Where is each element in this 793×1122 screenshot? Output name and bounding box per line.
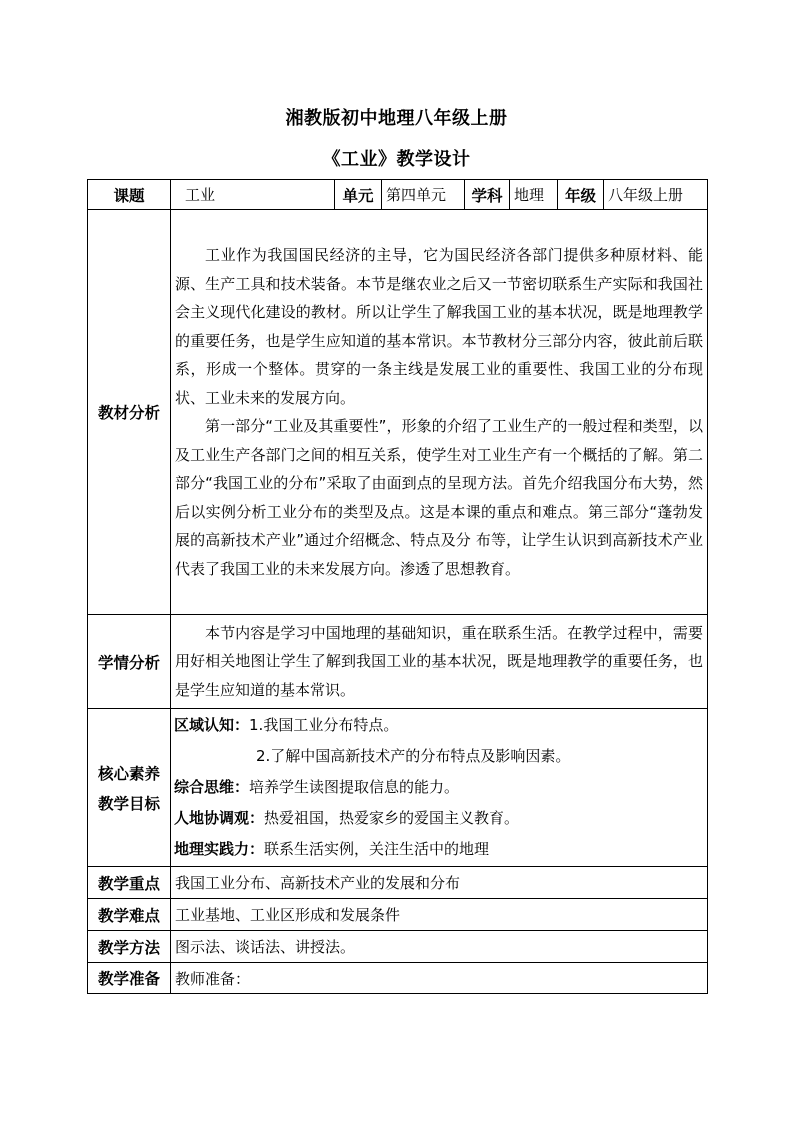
student-analysis-content [171,615,708,709]
grade-value: 八年级上册 [604,180,708,210]
textbook-analysis-row [88,210,708,615]
core-goals-label-line1: 核心素养 [97,764,160,783]
goal-harmony [174,803,704,834]
subject-label: 学科 [465,180,510,210]
goal-regional [174,710,704,741]
textbook-analysis-paragraph: 工业作为我国国民经济的主导，它为国民经济各部门提供多种原材料、能源、生产工具和技术装备。本节是继农业之后又一节密切联系生产实际和我国社会主义现代化建设的教材。所以让学生了解我国工业的基本状况，既是地理教学的重要任务，也是学生应知道的基本常识。本节教材分三部分内容，彼此前后联系，形成一个整体。贯穿的一条主线是发展工业的重要性、我国工业的分布现状、工业未来的发展方向。 [175,246,703,407]
key-points-row [88,867,708,899]
textbook-analysis-paragraph: 第一部分“工业及其重要性”，形象的介绍了工业生产的一般过程和类型，以及工业生产各部门之间的相互关系，使学生对工业生产有一个概括的了解。第二部分“我国工业的分布”采取了由面到点的呈现方法。首先介绍我国分布大势，然后以实例分析工业分布的类型及点。这是本课的重点和难点。第三部分“蓬勃发展的高新技术产业”通过介绍概念、特点及分 布等，让学生认识到高新技术产业代表了我国工业的未来发展方向。渗透了思想教育。 [175,417,703,578]
goal-regional-item2: 2.了解中国高新技术产的分布特点及影响因素。 [256,747,571,765]
lesson-plan-table [87,179,708,994]
textbook-analysis-label: 教材分析 [88,210,171,615]
goal-harmony-label: 人地协调观： [174,809,265,827]
difficulties-text: 工业基地、工业区形成和发展条件 [171,899,708,931]
goal-thinking [174,772,704,803]
core-goals-content [171,709,708,867]
preparation-label: 教学准备 [88,963,171,994]
difficulties-label: 教学难点 [88,899,171,931]
topic-label: 课题 [88,180,171,210]
topic-value: 工业 [171,180,335,210]
goal-thinking-text: 培养学生读图提取信息的能力。 [249,778,460,796]
core-goals-row [88,709,708,867]
student-analysis-text: 本节内容是学习中国地理的基础知识，重在联系生活。在教学过程中，需要用好相关地图让学生了解到我国工业的基本状况，既是地理教学的重要任务，也是学生应知道的基本常识。 [175,623,703,699]
student-analysis-row [88,615,708,709]
unit-value: 第四单元 [382,180,465,210]
methods-row [88,931,708,963]
methods-label: 教学方法 [88,931,171,963]
goal-harmony-text: 热爱祖国，热爱家乡的爱国主义教育。 [264,809,520,827]
subject-value: 地理 [510,180,558,210]
goal-practice-text: 联系生活实例，关注生活中的地理 [264,840,490,858]
goal-regional-item1: 1.我国工业分布特点。 [249,716,399,734]
grade-label: 年级 [558,180,604,210]
preparation-row [88,963,708,994]
preparation-text: 教师准备： [171,963,708,994]
unit-label: 单元 [335,180,382,210]
goal-regional-label: 区域认知： [174,716,250,734]
goal-practice [174,834,704,865]
methods-text: 图示法、谈话法、讲授法。 [171,931,708,963]
header-row [88,180,708,210]
key-points-text: 我国工业分布、高新技术产业的发展和分布 [171,867,708,899]
document-title: 湘教版初中地理八年级上册 [285,108,508,129]
key-points-label: 教学重点 [88,867,171,899]
document-subtitle: 《工业》教学设计 [322,149,471,170]
textbook-analysis-content [171,210,708,615]
core-goals-label-line2: 教学目标 [97,794,160,813]
student-analysis-label: 学情分析 [88,615,171,709]
difficulties-row [88,899,708,931]
goal-practice-label: 地理实践力： [174,840,265,858]
core-goals-label [88,709,171,867]
goal-thinking-label: 综合思维： [174,778,250,796]
